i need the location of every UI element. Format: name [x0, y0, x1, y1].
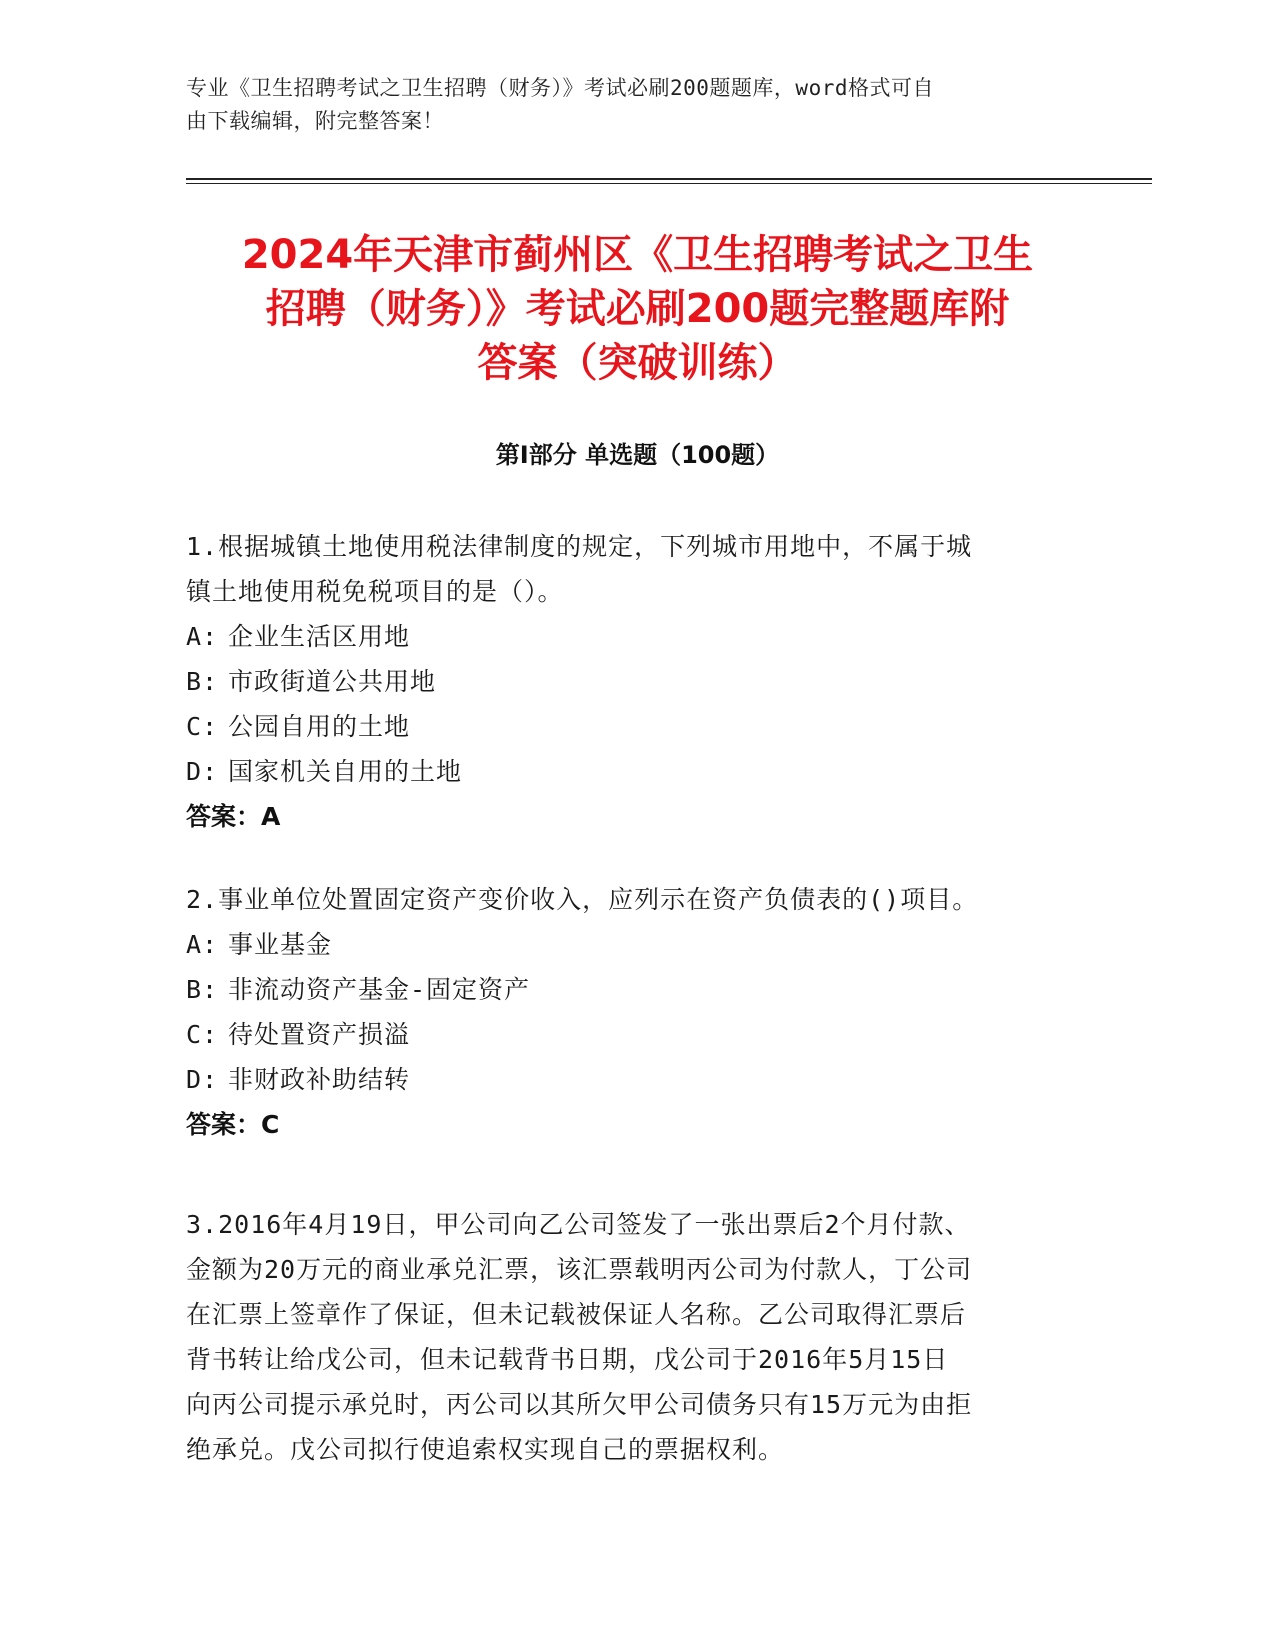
question-text: 2.事业单位处置固定资产变价收入，应列示在资产负债表的()项目。: [186, 885, 979, 914]
question-text: 背书转让给戊公司，但未记载背书日期，戊公司于2016年5月15日: [186, 1345, 949, 1374]
option-label: A:: [186, 622, 219, 651]
header-divider: [186, 178, 1152, 180]
header-divider-thin: [186, 183, 1152, 184]
section-title: 第Ⅰ部分 单选题（100题）: [495, 441, 780, 469]
option-b: [186, 967, 1066, 1012]
option-label: B:: [186, 975, 219, 1004]
option-label: D:: [186, 757, 219, 786]
answer: 答案：A: [186, 802, 281, 831]
option-text: 待处置资产损溢: [228, 1020, 411, 1049]
header-note: [186, 72, 1066, 138]
header-note-line: 由下载编辑，附完整答案！: [186, 109, 444, 133]
option-label: A:: [186, 930, 219, 959]
question-text: 向丙公司提示承兑时，丙公司以其所欠甲公司债务只有15万元为由拒: [186, 1390, 973, 1419]
question-2: [186, 877, 1066, 1147]
question-text: 在汇票上签章作了保证，但未记载被保证人名称。乙公司取得汇票后: [186, 1300, 967, 1329]
question-text: 绝承兑。戊公司拟行使追索权实现自己的票据权利。: [186, 1435, 785, 1464]
option-label: C:: [186, 712, 219, 741]
option-a: [186, 614, 1066, 659]
title-line: 答案（突破训练）: [477, 340, 798, 386]
option-text: 公园自用的土地: [228, 712, 411, 741]
option-label: C:: [186, 1020, 219, 1049]
question-1: [186, 524, 1066, 839]
option-c: [186, 1012, 1066, 1057]
option-b: [186, 659, 1066, 704]
option-text: 市政街道公共用地: [228, 667, 437, 696]
answer: 答案：C: [186, 1110, 280, 1139]
option-d: [186, 1057, 1066, 1102]
header-note-line: 专业《卫生招聘考试之卫生招聘（财务）》考试必刷200题题库，word格式可自: [186, 76, 934, 100]
option-label: B:: [186, 667, 219, 696]
option-text: 事业基金: [228, 930, 333, 959]
option-text: 国家机关自用的土地: [228, 757, 463, 786]
question-3: [186, 1202, 1066, 1472]
option-text: 非财政补助结转: [228, 1065, 411, 1094]
option-label: D:: [186, 1065, 219, 1094]
option-c: [186, 704, 1066, 749]
title-line: 2024年天津市蓟州区《卫生招聘考试之卫生: [241, 232, 1034, 278]
question-text: 1.根据城镇土地使用税法律制度的规定，下列城市用地中，不属于城: [186, 532, 973, 561]
option-text: 企业生活区用地: [228, 622, 411, 651]
option-d: [186, 749, 1066, 794]
question-text: 镇土地使用税免税项目的是（）。: [186, 577, 564, 606]
option-a: [186, 922, 1066, 967]
document-title: [150, 228, 1125, 390]
question-text: 金额为20万元的商业承兑汇票，该汇票载明丙公司为付款人，丁公司: [186, 1255, 973, 1284]
title-line: 招聘（财务）》考试必刷200题完整题库附: [265, 286, 1010, 332]
question-text: 3.2016年4月19日，甲公司向乙公司签发了一张出票后2个月付款、: [186, 1210, 971, 1239]
option-text: 非流动资产基金-固定资产: [228, 975, 531, 1004]
